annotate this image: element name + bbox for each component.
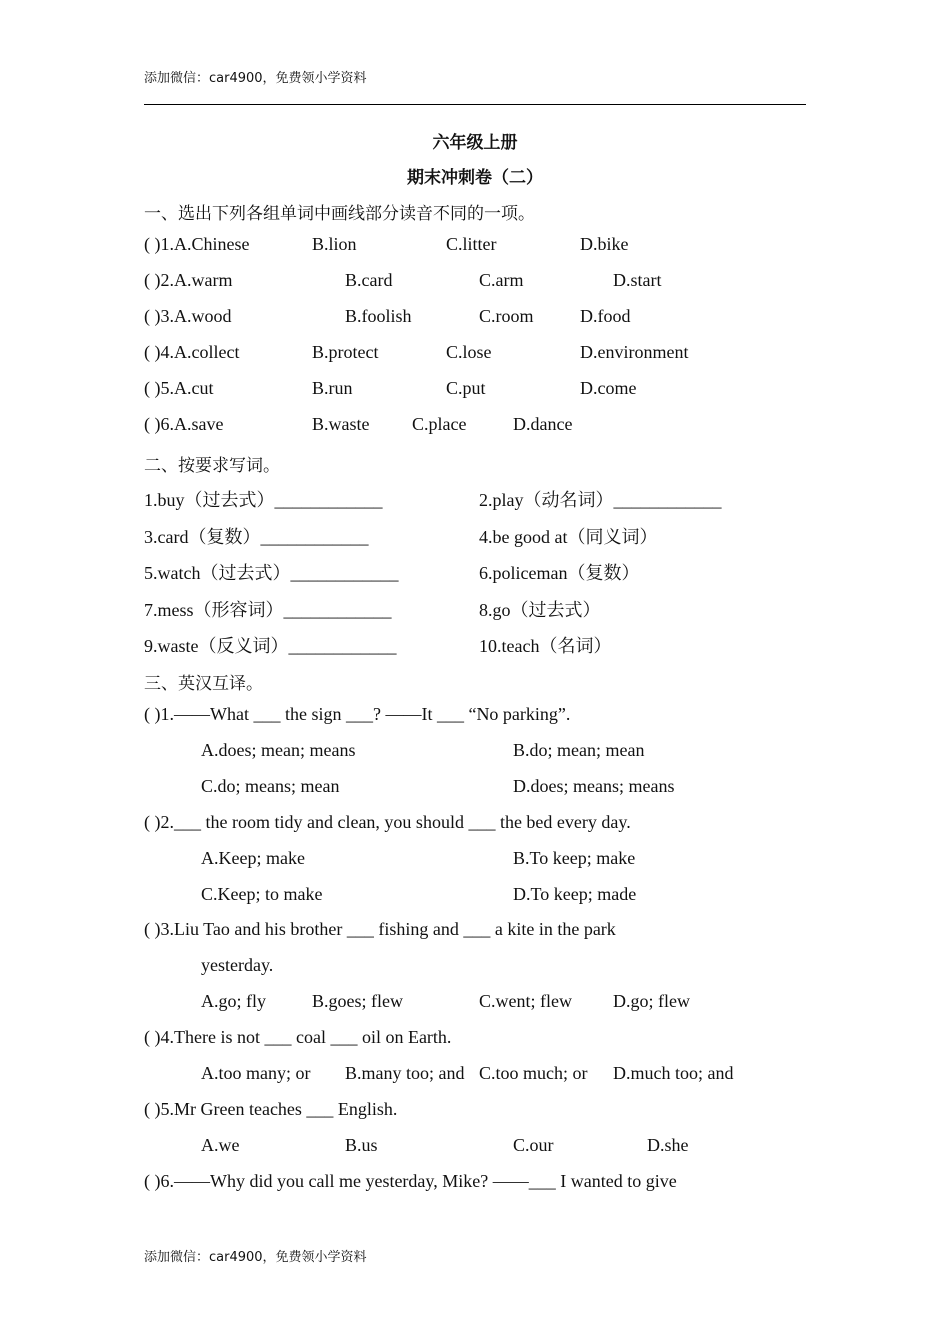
option-c: C.arm (479, 270, 524, 290)
option-b: B.many too; and (345, 1063, 465, 1083)
option-d: D.food (580, 306, 631, 326)
word-task: 1.buy（过去式）____________ (144, 490, 383, 510)
question-stem: ( )3.Liu Tao and his brother ___ fishing and ___ a kite in the park (144, 919, 616, 939)
word-task: 5.watch（过去式）____________ (144, 563, 399, 583)
option-b: B.card (345, 270, 393, 290)
option-c: C.litter (446, 234, 497, 254)
option-b: B.foolish (345, 306, 412, 326)
option-d: D.much too; and (613, 1063, 734, 1083)
option-c: C.too much; or (479, 1063, 588, 1083)
question-stem-continued: yesterday. (201, 955, 274, 975)
option-a: ( )4.A.collect (144, 342, 240, 362)
option-a: ( )1.A.Chinese (144, 234, 250, 254)
option-a: A.Keep; make (201, 848, 305, 868)
option-b: B.goes; flew (312, 991, 403, 1011)
word-task: 7.mess（形容词）____________ (144, 600, 392, 620)
option-d: D.come (580, 378, 637, 398)
page-title: 六年级上册 (432, 133, 518, 153)
option-a: ( )3.A.wood (144, 306, 232, 326)
header-divider (144, 104, 806, 105)
option-d: D.To keep; made (513, 884, 637, 904)
word-task: 10.teach（名词） (479, 636, 612, 656)
option-a: A.too many; or (201, 1063, 311, 1083)
option-c: C.went; flew (479, 991, 572, 1011)
option-c: C.room (479, 306, 534, 326)
question-stem: ( )2.___ the room tidy and clean, you should ___ the bed every day. (144, 812, 631, 832)
option-d: D.does; means; means (513, 776, 675, 796)
option-a: A.does; mean; means (201, 740, 356, 760)
option-d: D.bike (580, 234, 629, 254)
option-b: B.waste (312, 414, 370, 434)
option-a: A.we (201, 1135, 240, 1155)
option-a: ( )2.A.warm (144, 270, 233, 290)
option-d: D.start (613, 270, 662, 290)
option-a: ( )5.A.cut (144, 378, 214, 398)
page-header: 添加微信：car4900，免费领小学资料 (144, 71, 367, 86)
page-footer: 添加微信：car4900，免费领小学资料 (144, 1250, 367, 1265)
word-task: 3.card（复数）____________ (144, 527, 369, 547)
word-task: 4.be good at（同义词） (479, 527, 658, 547)
question-stem: ( )4.There is not ___ coal ___ oil on Earth. (144, 1027, 452, 1047)
question-stem: ( )5.Mr Green teaches ___ English. (144, 1099, 398, 1119)
option-c: C.place (412, 414, 467, 434)
option-b: B.run (312, 378, 353, 398)
option-d: D.dance (513, 414, 573, 434)
section2-heading: 二、按要求写词。 (144, 456, 280, 476)
option-d: D.she (647, 1135, 689, 1155)
option-c: C.Keep; to make (201, 884, 323, 904)
option-b: B.us (345, 1135, 378, 1155)
word-task: 2.play（动名词）____________ (479, 490, 722, 510)
option-b: B.lion (312, 234, 357, 254)
question-stem: ( )6.——Why did you call me yesterday, Mike? ——___ I wanted to give (144, 1171, 677, 1191)
option-c: C.lose (446, 342, 492, 362)
option-b: B.do; mean; mean (513, 740, 645, 760)
option-d: D.environment (580, 342, 689, 362)
section1-heading: 一、选出下列各组单词中画线部分读音不同的一项。 (144, 204, 535, 224)
page-subtitle: 期末冲刺卷（二） (407, 168, 543, 188)
word-task: 6.policeman（复数） (479, 563, 640, 583)
option-c: C.do; means; mean (201, 776, 340, 796)
option-b: B.protect (312, 342, 379, 362)
option-c: C.put (446, 378, 486, 398)
option-a: A.go; fly (201, 991, 266, 1011)
question-stem: ( )1.——What ___ the sign ___? ——It ___ “No parking”. (144, 704, 571, 724)
word-task: 9.waste（反义词）____________ (144, 636, 397, 656)
option-d: D.go; flew (613, 991, 690, 1011)
option-b: B.To keep; make (513, 848, 636, 868)
option-a: ( )6.A.save (144, 414, 224, 434)
word-task: 8.go（过去式） (479, 600, 601, 620)
section3-heading: 三、英汉互译。 (144, 674, 263, 694)
option-c: C.our (513, 1135, 554, 1155)
